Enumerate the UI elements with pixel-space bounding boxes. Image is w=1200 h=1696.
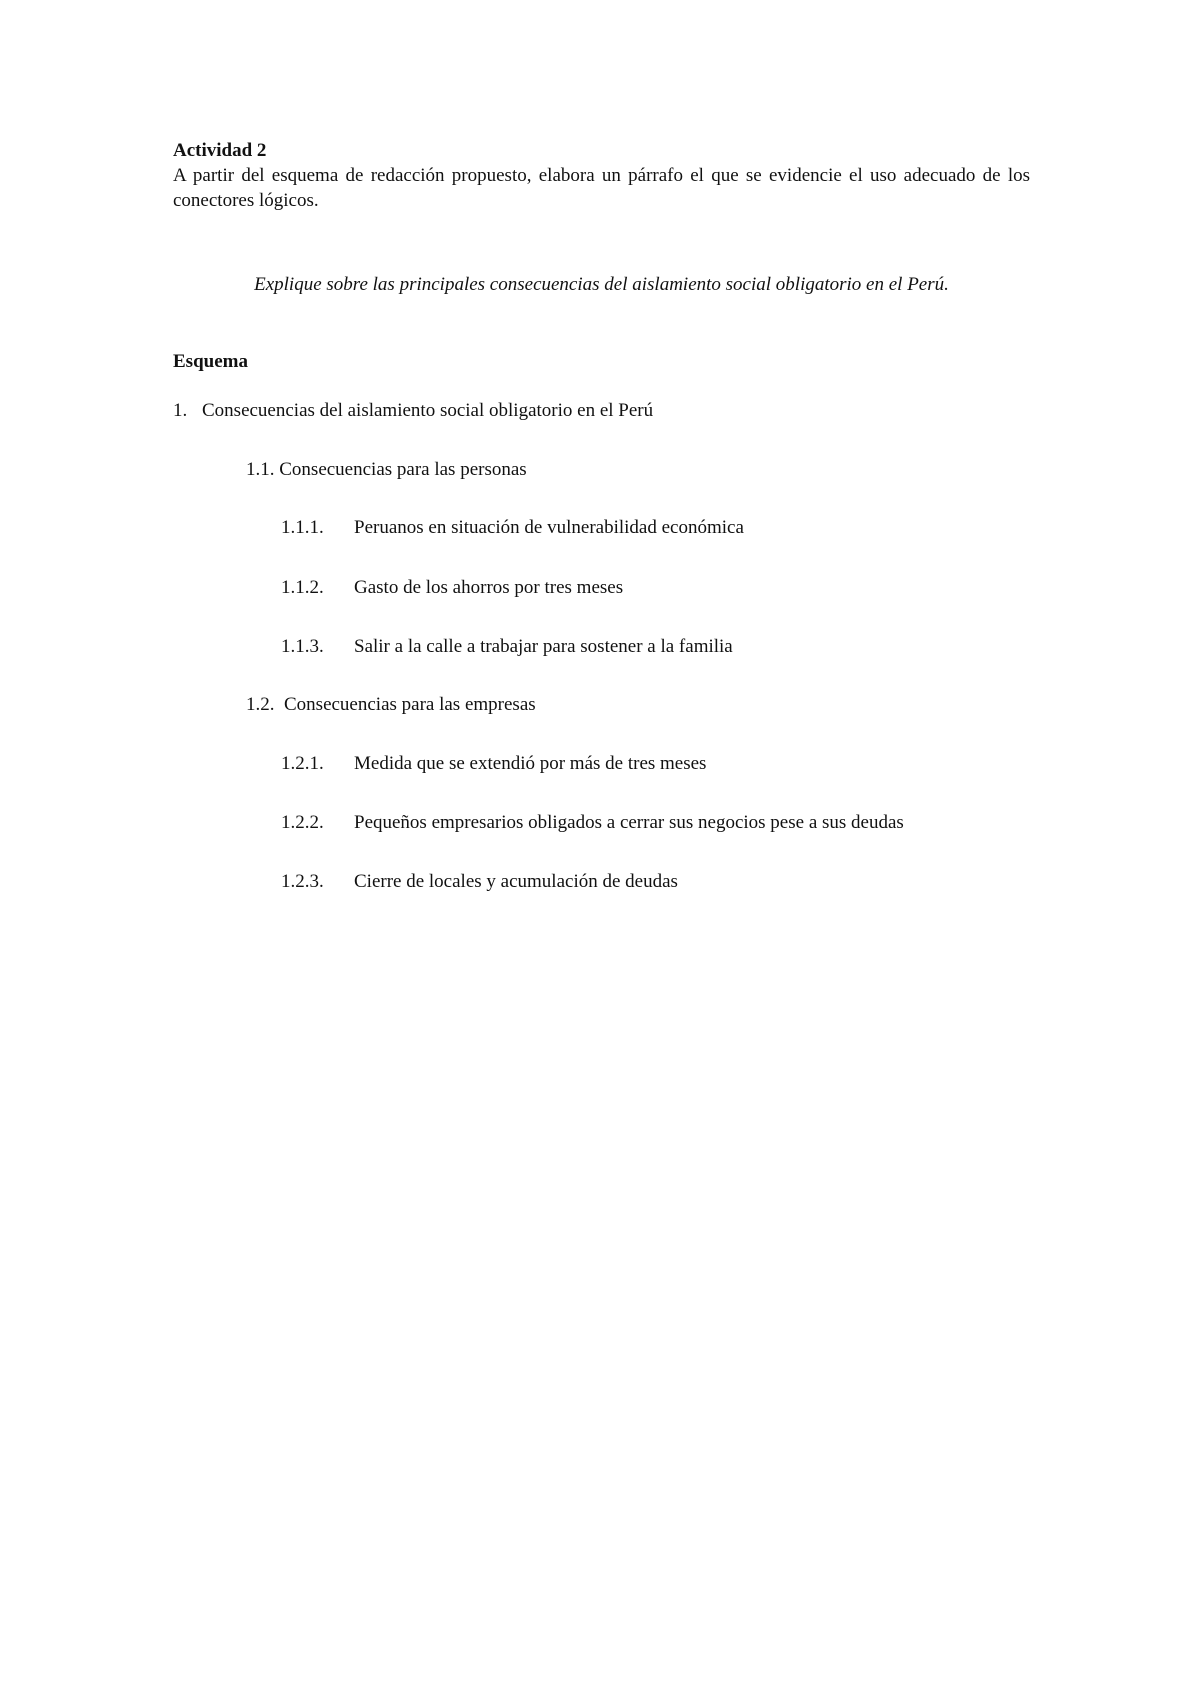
outline-number: 1.	[173, 400, 188, 421]
outline-number: 1.1.1.	[281, 517, 324, 538]
document-page	[173, 138, 1030, 892]
outline-text: Consecuencias del aislamiento social obligatorio en el Perú	[202, 400, 654, 421]
outline-number: 1.1.	[246, 459, 275, 480]
outline-item-1-2	[246, 692, 536, 717]
outline-item-1-1	[246, 457, 527, 482]
activity-instruction: A partir del esquema de redacción propuesto, elabora un párrafo el que se evidencie el uso adecuado de los conectores lógicos.	[173, 165, 1030, 211]
outline-item-1	[173, 398, 653, 423]
outline-text: Gasto de los ahorros por tres meses	[354, 577, 624, 598]
outline-item-1-2-2	[281, 810, 904, 835]
outline-text: Cierre de locales y acumulación de deudas	[354, 871, 678, 892]
outline-number: 1.1.2.	[281, 577, 324, 598]
outline-text: Peruanos en situación de vulnerabilidad económica	[354, 517, 744, 538]
outline-item-1-1-2	[281, 575, 623, 600]
activity-prompt: Explique sobre las principales consecuencias del aislamiento social obligatorio en el Perú.	[254, 274, 949, 295]
outline-text: Salir a la calle a trabajar para sostener a la familia	[354, 636, 733, 657]
outline-item-1-2-1	[281, 751, 706, 776]
activity-title: Actividad 2	[173, 140, 267, 161]
outline-text: Pequeños empresarios obligados a cerrar sus negocios pese a sus deudas	[354, 812, 904, 833]
outline-number: 1.2.	[246, 694, 275, 715]
outline-number: 1.2.2.	[281, 812, 324, 833]
outline-item-1-1-1	[281, 515, 744, 540]
outline-item-1-2-3	[281, 869, 678, 894]
outline-number: 1.2.1.	[281, 753, 324, 774]
outline-text: Consecuencias para las empresas	[284, 694, 536, 715]
outline-item-1-1-3	[281, 634, 733, 659]
outline-text: Medida que se extendió por más de tres meses	[354, 753, 707, 774]
outline-text: Consecuencias para las personas	[279, 459, 527, 480]
outline-number: 1.2.3.	[281, 871, 324, 892]
outline-number: 1.1.3.	[281, 636, 324, 657]
schema-title: Esquema	[173, 351, 248, 372]
